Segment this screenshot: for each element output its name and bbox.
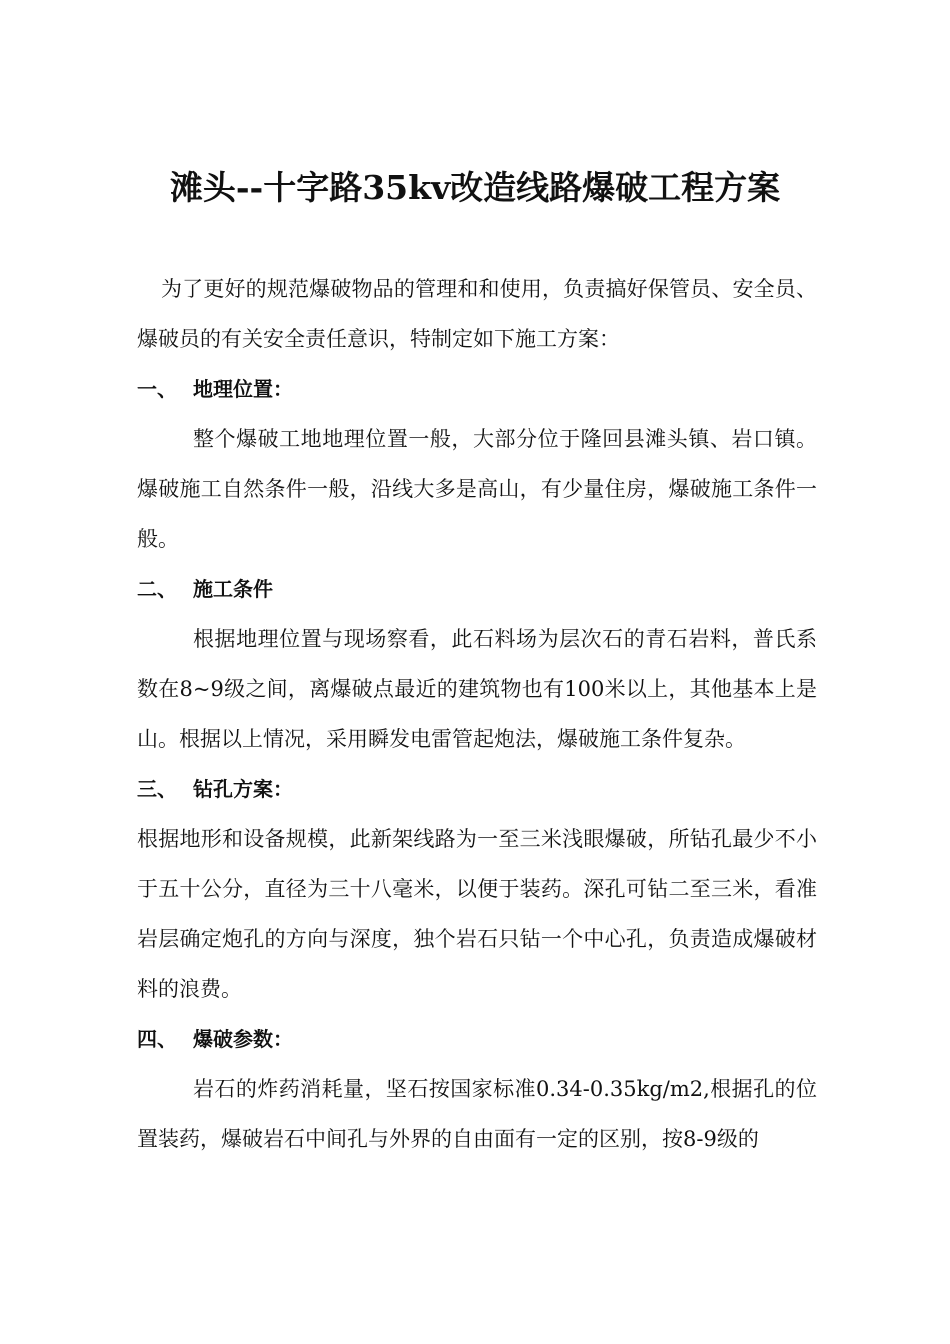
- section-number: 三、: [137, 777, 177, 801]
- section-body-4: 岩石的炸药消耗量，坚石按国家标准0.34-0.35kg/m2,根据孔的位置装药，爆破岩石中间孔与外界的自由面有一定的区别，按8-9级的: [137, 1077, 817, 1151]
- section-heading-text: 钻孔方案：: [193, 777, 293, 801]
- section-body-1: 整个爆破工地地理位置一般，大部分位于隆回县滩头镇、岩口镇。爆破施工自然条件一般，沿线大多是高山，有少量住房，爆破施工条件一般。: [137, 427, 817, 551]
- section-heading-3: [137, 764, 817, 814]
- section-number: 四、: [137, 1027, 177, 1051]
- section-body-2: 根据地理位置与现场察看，此石料场为层次石的青石岩料，普氏系数在8~9级之间，离爆破点最近的建筑物也有100米以上，其他基本上是山。根据以上情况，采用瞬发电雷管起炮法，爆破施工条件复杂。: [137, 627, 817, 751]
- section-heading-1: [137, 364, 817, 414]
- section-heading-text: 施工条件: [193, 577, 273, 601]
- section-heading-text: 爆破参数：: [193, 1027, 293, 1051]
- section-heading-4: [137, 1014, 817, 1064]
- section-number: 二、: [137, 577, 177, 601]
- section-body-3: 根据地形和设备规模，此新架线路为一至三米浅眼爆破，所钻孔最少不小于五十公分，直径为三十八毫米，以便于装药。深孔可钻二至三米，看准岩层确定炮孔的方向与深度，独个岩石只钻一个中心孔，负责造成爆破材料的浪费。: [137, 827, 817, 1001]
- section-heading-2: [137, 564, 817, 614]
- document-title: 滩头--十字路35kv改造线路爆破工程方案: [169, 168, 781, 207]
- section-heading-text: 地理位置：: [193, 377, 293, 401]
- document-body: [137, 264, 817, 1164]
- intro-paragraph: 为了更好的规范爆破物品的管理和和使用，负责搞好保管员、安全员、爆破员的有关安全责任意识，特制定如下施工方案：: [137, 277, 817, 351]
- section-number: 一、: [137, 377, 177, 401]
